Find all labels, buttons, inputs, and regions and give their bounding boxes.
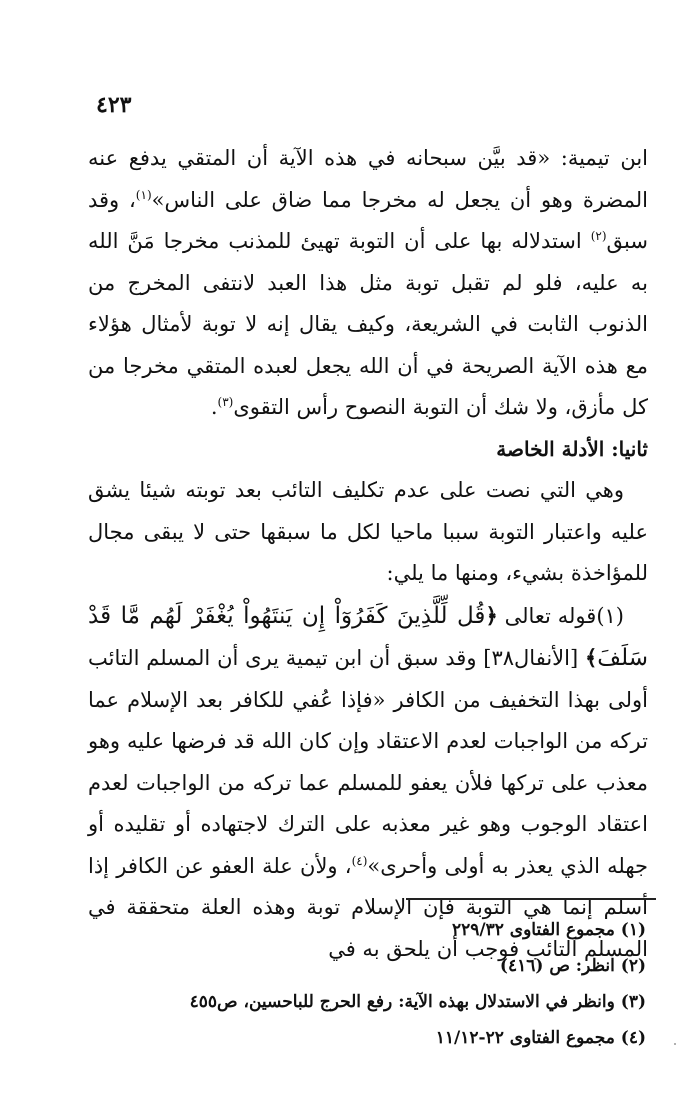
text-line: ابن تيمية: «قد بيَّن سبحانه في هذه الآية أن المتقي يدفع عنه المضرة وهو bbox=[88, 146, 648, 212]
footnote-ref-1[interactable]: (١) bbox=[135, 187, 152, 202]
quran-brace-open: ﴿ bbox=[485, 602, 498, 628]
footnote-2: (٢) انظر: ص (٤١٦) bbox=[499, 956, 646, 976]
text-line: وهي التي نصت على عدم تكليف التائب بعد توبته شيئا يشق عليه bbox=[88, 478, 648, 544]
text-line: بشيء، ومنها ما يلي: bbox=[386, 561, 565, 585]
text-line: واعتبار التوبة سببا ماحيا لكل ما سبقها حتى لا يبقى مجال للمؤاخذة bbox=[88, 519, 648, 585]
footnotes bbox=[126, 912, 646, 1056]
footnote-divider bbox=[406, 898, 656, 900]
section-heading: ثانيا: الأدلة الخاصة bbox=[496, 436, 648, 461]
text-line: . bbox=[210, 395, 218, 419]
footnote-ref-3[interactable]: (٣) bbox=[217, 395, 234, 409]
scan-speck bbox=[674, 1043, 676, 1045]
main-text bbox=[88, 138, 648, 970]
text-line: أن يجعل له مخرجا مما ضاق على الناس» bbox=[151, 187, 532, 212]
footnote-1: (١) مجموع الفتاوى ٢٢٩/٣٢ bbox=[451, 920, 646, 940]
text-line: مخرجا من كل مأزق، ولا شك أن التوبة النصوح رأس التقوى bbox=[88, 353, 648, 419]
footnote-3: (٣) وانظر في الاستدلال بهذه الآية: رفع الحرج للباحسين، ص٤٥٥ bbox=[189, 992, 646, 1012]
text-line: على أن التوبة تهيئ للمذنب مخرجا مَنَّ الله به عليه، فلو لم تقبل توبة مثل bbox=[88, 229, 648, 295]
text-line: الواجبات لعدم الاعتقاد وإن كان الله قد فرضها عليه وهو معذب على bbox=[88, 729, 648, 795]
footnote-ref-2[interactable]: (٢) bbox=[590, 229, 607, 243]
text-line: ، وقد سبق bbox=[88, 187, 648, 253]
page-number: ٤٢٣ bbox=[96, 92, 132, 118]
text-line: تركها فلأن يعفو للمسلم عما تركه من الواجبات لعدم اعتقاد الوجوب وهو bbox=[88, 770, 648, 836]
footnote-ref-4[interactable]: (٤) bbox=[351, 853, 368, 868]
text-line: ، ولأن علة العفو عن الكافر إذا أسلم إنما هي التوبة فإن bbox=[88, 853, 648, 919]
text-line: وأحرى» bbox=[367, 853, 438, 878]
text-line: غير معذبه على الترك لاجتهاده أو تقليده أو جهله الذي يعذر به أولى bbox=[88, 812, 648, 878]
text-line: وقد سبق أن ابن تيمية يرى أن المسلم التائب أولى bbox=[88, 646, 648, 712]
text-line: هذا العبد لانتفى المخرج من الذنوب الثابت في الشريعة، وكيف يقال إنه bbox=[88, 270, 648, 336]
quran-verse: قُل لِّلَّذِينَ كَفَرُوٓاْ إِن يَنتَهُواْ يُغْفَرْ لَهُم مَّا قَدْ سَلَفَ bbox=[88, 602, 648, 671]
text-line: استدلاله بها bbox=[480, 229, 591, 253]
paragraph-2 bbox=[88, 470, 648, 595]
text-line: الإسلام توبة وهذه العلة متحققة في المسلم التائب فوجب أن يلحق به في bbox=[88, 895, 648, 961]
paragraph-1 bbox=[88, 138, 648, 429]
verse-citation: [الأنفال٣٨] bbox=[483, 646, 585, 670]
footnote-4: (٤) مجموع الفتاوى ٢٢-١١/١٢ bbox=[435, 1028, 646, 1048]
text-line: بهذا التخفيف من الكافر «فإذا عُفي للكافر بعد الإسلام عما تركه من bbox=[88, 687, 648, 753]
quran-brace-close: ﴾ bbox=[584, 645, 598, 670]
text-line: (١)قوله تعالى bbox=[497, 603, 624, 628]
text-line: لا توبة لأمثال هؤلاء مع هذه الآية الصريحة في أن الله يجعل لعبده المتقي bbox=[88, 312, 648, 378]
